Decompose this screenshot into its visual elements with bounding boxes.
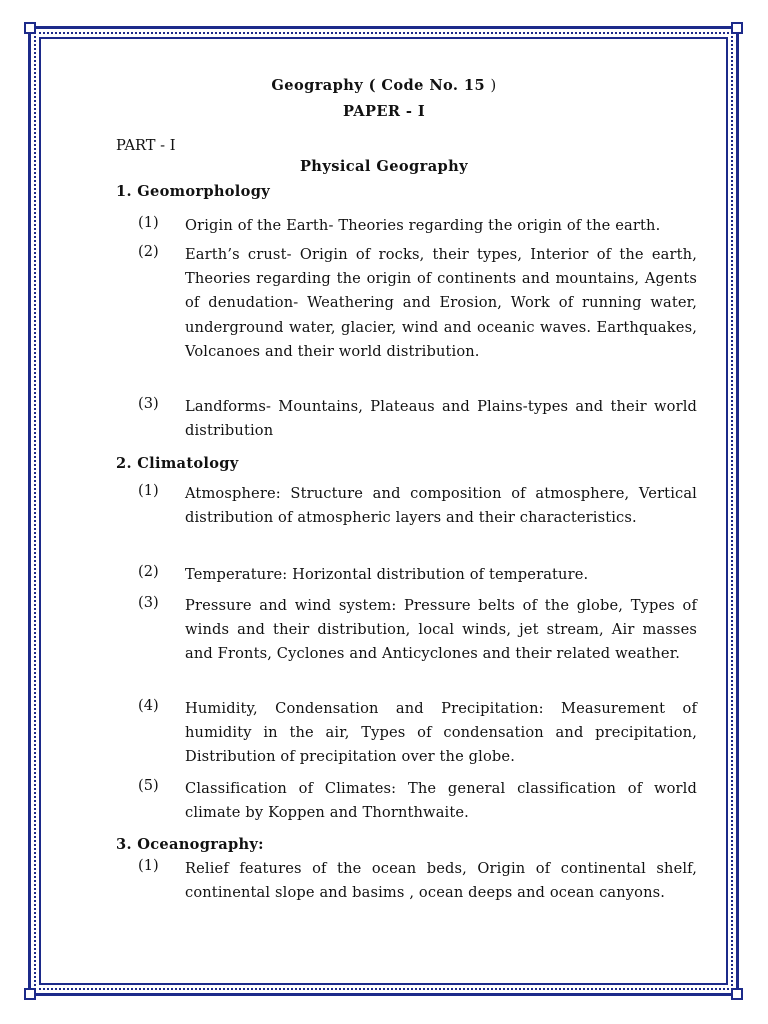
section-heading-oceanography: 3. Oceanography:	[116, 836, 264, 853]
item-text: Pressure and wind system: Pressure belts of the globe, Types of winds and their distribution, local winds, jet stream, Air masses and Fronts, Cyclones and Anticyclones and their related weather.	[185, 597, 697, 663]
part-subtitle: Physical Geography	[299, 158, 469, 175]
item-number: (5)	[138, 777, 159, 794]
title-text: Geography ( Code No. 15	[271, 77, 491, 94]
item-text: Earth’s crust- Origin of rocks, their types, Interior of the earth, Theories regarding the origin of continents and mountains, Agents of denudation- Weathering and Erosion, Work of running water, underground water, glacier, wind and oceanic waves. Earthquakes, Volcanoes and their world distribution.	[185, 246, 697, 360]
item-number: (3)	[138, 594, 159, 611]
item-text: Classification of Climates: The general classification of world climate by Koppen and Thornthwaite.	[185, 780, 697, 822]
item-number: (1)	[138, 857, 159, 874]
document-title	[0, 77, 768, 94]
item-text: Origin of the Earth- Theories regarding the origin of the earth.	[185, 217, 661, 234]
part-label: PART - I	[116, 137, 176, 154]
paper-title: PAPER - I	[342, 103, 426, 120]
item-text: Humidity, Condensation and Precipitation: Measurement of humidity in the air, Types of condensation and precipitation, Distribution of precipitation over the globe.	[185, 700, 697, 766]
item-number: (3)	[138, 395, 159, 412]
item-text: Temperature: Horizontal distribution of temperature.	[185, 566, 589, 583]
item-text: Atmosphere: Structure and composition of atmosphere, Vertical distribution of atmospheric layers and their characteristics.	[185, 485, 697, 527]
item-number: (2)	[138, 563, 159, 580]
item-number: (2)	[138, 243, 159, 260]
section-heading-climatology: 2. Climatology	[116, 455, 239, 472]
item-text: Relief features of the ocean beds, Origin of continental shelf, continental slope and basims , ocean deeps and ocean canyons.	[185, 860, 697, 902]
item-number: (1)	[138, 482, 159, 499]
section-heading-geomorphology: 1. Geomorphology	[116, 183, 270, 200]
title-paren: )	[490, 77, 497, 94]
item-number: (4)	[138, 697, 159, 714]
item-number: (1)	[138, 214, 159, 231]
item-text: Landforms- Mountains, Plateaus and Plains-types and their world distribution	[185, 398, 697, 440]
